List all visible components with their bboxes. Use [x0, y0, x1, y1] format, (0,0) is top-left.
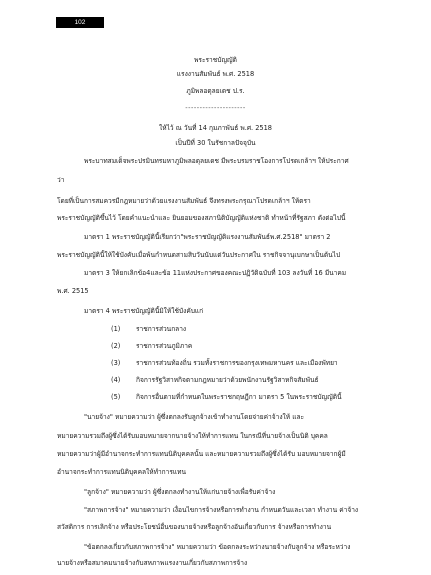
list-item-number: (2) [111, 342, 121, 350]
list-item-text: ราชการส่วนกลาง [136, 325, 187, 333]
section-line: มาตรา 1 พระราชบัญญัตินี้เรียกว่า"พระราชบัญญัติแรงงานสัมพันธ์พ.ศ.2518" มาตรา 2 [84, 233, 331, 241]
section-line: มาตรา 4 พระราชบัญญัตินี้มิให้ใช้บังคับแก่ [84, 307, 204, 315]
section-line: พ.ศ. 2515 [57, 287, 89, 295]
list-item-number: (4) [111, 376, 121, 384]
section-line: พระราชบัญญัตินี้ให้ใช้บังคับเมื่อพ้นกำหนดสามสิบวันนับแต่วันประกาศใน ราชกิจจานุเบกษาเป็นต้นไป [57, 251, 341, 259]
list-item-text: ราชการส่วนท้องถิ่น รวมทั้งราชการของกรุงเทพมหานคร และเมืองพัทยา [136, 359, 338, 367]
definition-line: หมายความว่าผู้มีอำนาจกระทำการแทนนิติบุคคลนั้น และหมายความรวมถึงผู้ซึ่งได้รับ มอบหมายจากผู้มี [57, 450, 346, 458]
preamble-line: พระราชบัญญัติขึ้นไว้ โดยคำแนะนำและ ยินยอมของสภานิติบัญญัติแห่งชาติ ทำหน้าที่รัฐสภา ดังต่อไปนี้ [57, 214, 346, 222]
preamble-line: พระบาทสมเด็จพระปรมินทรมหาภูมิพลอดุลยเดช มีพระบรมราชโองการโปรดเกล้าฯ ให้ประกาศ [84, 157, 349, 165]
list-item-number: (3) [111, 359, 121, 367]
definition-line: "นายจ้าง" หมายความว่า ผู้ซึ่งตกลงรับลูกจ้างเข้าทำงานโดยจ่ายค่าจ้างให้ และ [84, 413, 305, 421]
definition-line: "ลูกจ้าง" หมายความว่า ผู้ซึ่งตกลงทำงานให้แก่นายจ้างเพื่อรับค่าจ้าง [84, 488, 276, 496]
act-title: พระราชบัญญัติ [194, 56, 237, 64]
divider-rule: --------------------- [185, 104, 246, 112]
list-item-text: กิจการรัฐวิสาหกิจตามกฎหมายว่าด้วยพนักงานรัฐวิสาหกิจสัมพันธ์ [136, 376, 319, 384]
given-date: ให้ไว้ ณ วันที่ 14 กุมภาพันธ์ พ.ศ. 2518 [159, 124, 272, 132]
section-line: มาตรา 3 ให้ยกเลิกข้อ4และข้อ 11แห่งประกาศของคณะปฏิวัติฉบับที่ 103 ลงวันที่ 16 มีนาคม [84, 269, 347, 277]
monarch-signature: ภูมิพลอดุลยเดช ป.ร. [186, 87, 245, 95]
list-item-text: กิจการอื่นตามที่กำหนดในพระราชกฤษฎีกา มาตรา 5 ในพระราชบัญญัตินี้ [136, 393, 342, 401]
definition-line: หมายความรวมถึงผู้ซึ่งได้รับมอบหมายจากนายจ้างให้ทำการแทน ในกรณีที่นายจ้างเป็นนิติ บุคคล [57, 432, 328, 440]
list-item-text: ราชการส่วนภูมิภาค [136, 342, 193, 350]
act-subtitle: แรงงานสัมพันธ์ พ.ศ. 2518 [176, 70, 255, 78]
preamble-line: โดยที่เป็นการสมควรมีกฎหมายว่าด้วยแรงงานสัมพันธ์ จึงทรงพระกรุณาโปรดเกล้าฯ ให้ตรา [57, 197, 311, 205]
preamble-line: ว่า [57, 176, 65, 184]
list-item-number: (5) [111, 393, 121, 401]
reign-year: เป็นปีที่ 30 ในรัชกาลปัจจุบัน [175, 139, 256, 147]
page-number: 102 [56, 17, 104, 28]
definition-line: สวัสดิการ การเลิกจ้าง หรือประโยชน์อื่นของนายจ้างหรือลูกจ้างอันเกี่ยวกับการ จ้างหรือการทำงาน [57, 523, 332, 531]
definition-line: "ข้อตกลงเกี่ยวกับสภาพการจ้าง" หมายความว่า ข้อตกลงระหว่างนายจ้างกับลูกจ้าง หรือระหว่าง [84, 543, 351, 551]
definition-line: นายจ้างหรือสมาคมนายจ้างกับสหภาพแรงงานเกี่ยวกับสภาพการจ้าง [57, 559, 248, 567]
definition-line: อำนาจกระทำการแทนนิติบุคคลให้ทำการแทน [57, 468, 186, 476]
definition-line: "สภาพการจ้าง" หมายความว่า เงื่อนไขการจ้างหรือการทำงาน กำหนดวันและเวลา ทำงาน ค่าจ้าง [84, 506, 359, 514]
list-item-number: (1) [111, 325, 121, 333]
